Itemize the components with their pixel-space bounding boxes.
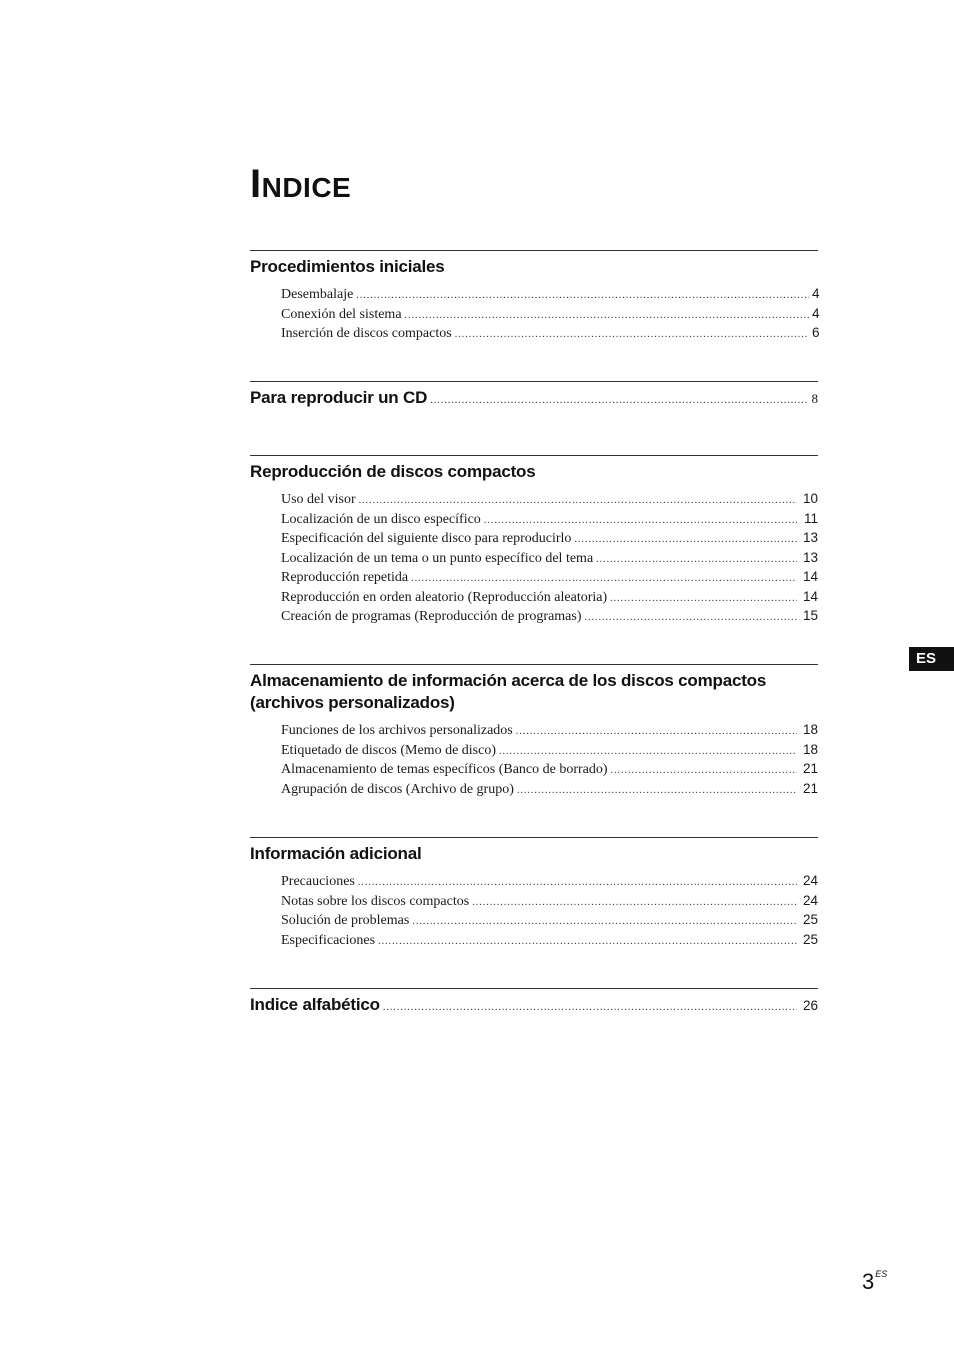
- toc-entry-page: 18: [802, 741, 818, 757]
- section-heading: Indice alfabético: [250, 995, 380, 1014]
- toc-entry-label: Conexión del sistema: [281, 306, 402, 322]
- toc-entry-page: 13: [802, 530, 818, 545]
- toc-entry-page: 4: [812, 286, 820, 301]
- toc-entry-page: 10: [802, 491, 818, 506]
- toc-entry[interactable]: [281, 759, 818, 779]
- toc-entry-page: 8: [811, 391, 818, 406]
- toc-entry-label: Localización de un tema o un punto específico del tema: [281, 550, 594, 566]
- dot-leader: [358, 873, 797, 893]
- toc-entry-label: Especificaciones: [281, 932, 376, 948]
- section-heading: Información adicional: [250, 844, 422, 863]
- toc-entry[interactable]: [281, 606, 818, 626]
- toc-section-additional-info: [250, 837, 818, 949]
- toc-entry[interactable]: [281, 284, 818, 304]
- dot-leader: [596, 550, 797, 570]
- dot-leader: [359, 491, 797, 511]
- dot-leader: [411, 569, 797, 589]
- toc-entry-page: 25: [802, 931, 818, 947]
- page-number-value: 3: [862, 1269, 875, 1294]
- dot-leader: [405, 306, 809, 326]
- section-heading: Almacenamiento de información acerca de los discos compactos (archivos personalizados): [250, 671, 767, 712]
- toc-entry-page: 14: [802, 588, 818, 604]
- toc-section-custom-files: [250, 664, 818, 798]
- toc-entry-list: [250, 489, 818, 626]
- toc-entry[interactable]: [281, 587, 818, 607]
- page-number-suffix: ES: [875, 1269, 888, 1279]
- dot-leader: [484, 511, 797, 531]
- section-heading: Para reproducir un CD: [250, 388, 428, 407]
- toc-entry-label: Solución de problemas: [281, 913, 410, 928]
- toc-entry[interactable]: [281, 323, 818, 343]
- toc-entry-label: Etiquetado de discos (Memo de disco): [281, 742, 497, 758]
- toc-section-index: [250, 988, 818, 1016]
- toc-section-getting-started: [250, 250, 818, 343]
- dot-leader: [356, 286, 809, 306]
- toc-entry-page: 4: [812, 305, 820, 321]
- toc-entry-page: 26: [802, 998, 818, 1013]
- dot-leader: [430, 395, 808, 406]
- dot-leader: [574, 530, 797, 550]
- toc-entry-label: Reproducción en orden aleatorio (Reproducción aleatoria): [281, 589, 608, 605]
- dot-leader: [383, 1002, 797, 1013]
- toc-entry-page: 21: [802, 780, 818, 796]
- toc-heading-entry[interactable]: [250, 994, 818, 1016]
- toc-entry-label: Especificación del siguiente disco para reproducirlo: [281, 531, 572, 546]
- toc-entry[interactable]: [281, 304, 818, 324]
- dot-leader: [455, 325, 809, 345]
- section-heading: Reproducción de discos compactos: [250, 462, 536, 481]
- toc-entry-page: 18: [802, 722, 818, 737]
- toc-entry-label: Precauciones: [281, 874, 355, 889]
- dot-leader: [516, 722, 797, 742]
- toc-entry-page: 24: [802, 892, 818, 908]
- toc-entry-label: Creación de programas (Reproducción de programas): [281, 609, 582, 624]
- dot-leader: [610, 589, 797, 609]
- toc-entry-page: 13: [802, 549, 818, 565]
- dot-leader: [499, 742, 797, 762]
- page-title: Indice: [250, 162, 352, 206]
- toc-entry-label: Almacenamiento de temas específicos (Banco de borrado): [281, 762, 608, 777]
- toc-entry-label: Agrupación de discos (Archivo de grupo): [281, 781, 514, 797]
- dot-leader: [472, 893, 797, 913]
- toc-entry-page: 21: [802, 761, 818, 776]
- toc-heading-entry[interactable]: [250, 387, 818, 409]
- toc-entry[interactable]: [281, 891, 818, 911]
- toc-section-playback: [250, 455, 818, 626]
- toc-entry-label: Desembalaje: [281, 287, 354, 302]
- toc-entry-page: 11: [803, 510, 818, 526]
- dot-leader: [611, 761, 797, 781]
- toc-entry[interactable]: [281, 720, 818, 740]
- toc-entry-page: 15: [802, 608, 818, 623]
- language-tab: ES: [909, 647, 954, 671]
- toc-section-play-cd: [250, 381, 818, 409]
- toc-entry-list: [250, 871, 818, 949]
- toc-entry-label: Inserción de discos compactos: [281, 326, 452, 341]
- dot-leader: [412, 912, 797, 932]
- toc-entry-page: 24: [802, 873, 818, 888]
- toc-entry[interactable]: [281, 489, 818, 509]
- toc-entry[interactable]: [281, 871, 818, 891]
- toc-entry-page: 25: [802, 912, 818, 927]
- toc-entry[interactable]: [281, 930, 818, 950]
- toc-entry-label: Uso del visor: [281, 492, 356, 507]
- section-heading: Procedimientos iniciales: [250, 257, 445, 276]
- toc-entry[interactable]: [281, 740, 818, 760]
- toc-entry-label: Notas sobre los discos compactos: [281, 893, 470, 909]
- toc-entry-list: [250, 720, 818, 798]
- toc-entry-label: Funciones de los archivos personalizados: [281, 723, 513, 738]
- toc-entry[interactable]: [281, 528, 818, 548]
- toc-entry-page: 6: [812, 325, 820, 340]
- dot-leader: [378, 932, 797, 952]
- toc-entry[interactable]: [281, 779, 818, 799]
- dot-leader: [585, 608, 798, 628]
- page-number: [862, 1258, 887, 1298]
- toc-entry[interactable]: [281, 509, 818, 529]
- toc-entry-label: Reproducción repetida: [281, 570, 409, 585]
- toc-entry-page: 14: [802, 569, 818, 584]
- dot-leader: [517, 781, 797, 801]
- toc-entry-label: Localización de un disco específico: [281, 511, 481, 527]
- toc-entry[interactable]: [281, 910, 818, 930]
- toc-entry[interactable]: [281, 548, 818, 568]
- toc-entry-list: [250, 284, 818, 343]
- toc-entry[interactable]: [281, 567, 818, 587]
